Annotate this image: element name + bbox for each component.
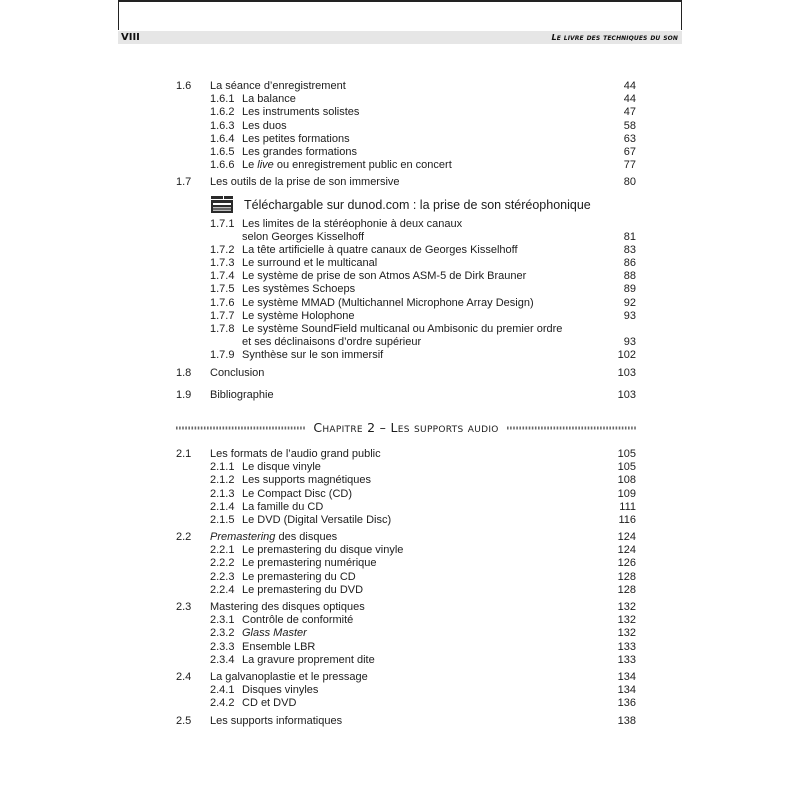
subsection-number: 1.7.9: [210, 349, 235, 362]
toc-subsection-2-2-2[interactable]: [176, 557, 636, 570]
chapter-title: Chapitre 2 – Les supports audio: [313, 420, 499, 436]
page-number: VIII: [121, 32, 140, 43]
subsection-number: 2.2.3: [210, 570, 235, 583]
section-title: La galvanoplastie et le pressage: [210, 670, 368, 683]
page-ref: 44: [623, 80, 636, 92]
toc-section-2-4[interactable]: [176, 671, 636, 684]
subsection-number: 1.7.3: [210, 257, 235, 270]
subsection-number: 1.7.5: [210, 283, 235, 296]
page-ref: 128: [617, 570, 636, 583]
page-ref: 133: [617, 640, 636, 653]
title-italic: Glass Master: [242, 627, 307, 640]
running-header: [118, 31, 682, 44]
subsection-number: 1.6.5: [210, 145, 235, 158]
subsection-title: Contrôle de conformité: [242, 614, 354, 627]
section-number: 2.4: [176, 670, 192, 683]
subsection-title: Les limites de la stéréophonie à deux canaux: [242, 217, 463, 230]
subsection-title: Le système Holophone: [242, 309, 355, 322]
section-title: Les outils de la prise de son immersive: [210, 176, 400, 189]
page-ref: 134: [617, 670, 636, 683]
page-ref: 116: [618, 513, 636, 526]
subsection-title: CD et DVD: [242, 697, 297, 710]
page-ref: 132: [617, 627, 636, 640]
subsection-title: [242, 627, 596, 640]
subsection-title: Disques vinyles: [242, 684, 319, 697]
toc-subsection-1-6-3[interactable]: [176, 120, 636, 133]
left-rule: [118, 0, 119, 30]
subsection-title: Le système SoundField multicanal ou Ambisonic du premier ordre: [242, 323, 563, 335]
section-number: 2.5: [176, 714, 192, 727]
book-page: [118, 0, 682, 800]
page-ref: 67: [623, 145, 636, 158]
subsection-number: 1.6.6: [210, 159, 235, 172]
page-ref: 93: [623, 309, 636, 322]
subsection-number: 2.4.2: [210, 697, 235, 710]
toc-subsection-2-4-2[interactable]: [176, 697, 636, 710]
subsection-title: Les instruments solistes: [242, 106, 360, 119]
section-number: 1.9: [176, 388, 192, 401]
toc-section-2-3[interactable]: [176, 601, 636, 614]
section-number: 1.6: [176, 80, 192, 92]
toc-section-2-5[interactable]: [176, 715, 636, 728]
page-ref: 47: [623, 106, 636, 119]
subsection-title: Les supports magnétiques: [242, 474, 372, 487]
page-ref: 128: [617, 583, 636, 596]
toc-section-1-8[interactable]: [176, 367, 636, 380]
subsection-number: 2.1.3: [210, 487, 235, 500]
right-rule: [681, 0, 682, 30]
subsection-number: 1.7.2: [210, 243, 235, 256]
toc-section-2-2[interactable]: [176, 531, 636, 544]
page-ref: 92: [623, 296, 636, 309]
subsection-title: Le surround et le multicanal: [242, 257, 378, 270]
page-ref: 124: [617, 531, 636, 544]
section-number: 1.7: [176, 176, 192, 189]
section-number: 2.1: [176, 447, 192, 460]
title-italic: Premastering: [210, 531, 276, 544]
page-ref: 83: [623, 243, 636, 256]
page-ref: 105: [617, 461, 636, 474]
toc-subsection-1-6-2[interactable]: [176, 106, 636, 119]
toc-subsection-1-7-3[interactable]: [176, 257, 636, 270]
title-suffix: des disques: [275, 531, 338, 544]
toc-subsection-1-7-7[interactable]: [176, 310, 636, 323]
page-ref: 109: [617, 487, 636, 500]
page-ref: 103: [617, 388, 636, 401]
toc-subsection-1-7-1[interactable]: [176, 218, 636, 231]
title-prefix: Le: [242, 159, 258, 172]
page-ref: 58: [623, 119, 636, 132]
subsection-title: Le premastering du CD: [242, 570, 356, 583]
subsection-number: 2.2.2: [210, 557, 235, 570]
subsection-title-continued: selon Georges Kisselhoff: [242, 230, 365, 243]
download-text: Téléchargable sur dunod.com : la prise de son stéréophonique: [244, 197, 591, 212]
subsection-title: Les systèmes Schoeps: [242, 283, 356, 296]
page-ref: 138: [617, 714, 636, 727]
toc-subsection-1-7-9[interactable]: [176, 349, 636, 362]
subsection-number: 1.7.7: [210, 309, 235, 322]
page-ref: 88: [623, 270, 636, 283]
subsection-title: La famille du CD: [242, 500, 324, 513]
toc-section-1-7[interactable]: [176, 176, 636, 189]
download-note[interactable]: [176, 194, 636, 216]
download-badge-icon: [210, 196, 236, 214]
section-title: Mastering des disques optiques: [210, 601, 365, 613]
page-ref: 126: [617, 557, 636, 570]
page-ref: 132: [617, 601, 636, 613]
page-ref: 102: [617, 349, 636, 362]
subsection-title: Ensemble LBR: [242, 640, 316, 653]
subsection-number: 1.6.2: [210, 106, 235, 119]
toc-subsection-2-4-1[interactable]: [176, 684, 636, 697]
toc-subsection-1-6-4[interactable]: [176, 133, 636, 146]
subsection-title: Le système de prise de son Atmos ASM-5 de Dirk Brauner: [242, 270, 527, 283]
toc-subsection-2-1-4[interactable]: [176, 501, 636, 514]
subsection-number: 1.6.4: [210, 132, 235, 145]
subsection-number: 1.6.3: [210, 119, 235, 132]
subsection-title: Le premastering du DVD: [242, 583, 364, 596]
page-ref: 80: [623, 176, 636, 189]
toc-subsection-1-7-8[interactable]: [176, 323, 636, 336]
page-ref: 133: [617, 653, 636, 666]
page-ref: 132: [617, 614, 636, 627]
running-title: Le livre des techniques du son: [551, 33, 678, 42]
subsection-number: 1.7.1: [210, 217, 235, 230]
subsection-title: La gravure proprement dite: [242, 653, 375, 666]
table-of-contents: [176, 80, 636, 728]
title-italic: live: [257, 159, 274, 172]
page-ref: 136: [617, 697, 636, 710]
page-ref: 77: [623, 159, 636, 172]
subsection-title: [242, 159, 596, 172]
toc-subsection-1-6-5[interactable]: [176, 146, 636, 159]
toc-subsection-1-7-4[interactable]: [176, 270, 636, 283]
heading-dash-left: [176, 419, 305, 437]
subsection-title: La tête artificielle à quatre canaux de Georges Kisselhoff: [242, 243, 518, 256]
toc-subsection-2-2-1[interactable]: [176, 544, 636, 557]
toc-subsection-1-7-2[interactable]: [176, 244, 636, 257]
subsection-title: Le DVD (Digital Versatile Disc): [242, 513, 392, 526]
subsection-title: Le disque vinyle: [242, 461, 321, 474]
page-ref: 93: [623, 336, 636, 349]
toc-subsection-2-3-2[interactable]: [176, 627, 636, 640]
page-ref: 103: [617, 366, 636, 379]
subsection-number: 2.2.4: [210, 583, 235, 596]
section-title: Les formats de l’audio grand public: [210, 447, 381, 460]
subsection-number: 1.6.1: [210, 93, 235, 106]
subsection-title: Le premastering numérique: [242, 557, 377, 570]
subsection-number: 2.2.1: [210, 544, 235, 557]
page-ref: 124: [617, 544, 636, 557]
page-ref: 105: [617, 447, 636, 460]
top-rule: [118, 0, 682, 2]
toc-subsection-1-7-5[interactable]: [176, 283, 636, 296]
section-number: 2.2: [176, 531, 192, 544]
toc-subsection-2-1-5[interactable]: [176, 514, 636, 527]
heading-dash-right: [507, 419, 636, 437]
subsection-title: Les duos: [242, 119, 287, 132]
page-ref: 86: [623, 257, 636, 270]
subsection-number: 1.7.6: [210, 296, 235, 309]
section-title: [210, 531, 596, 544]
page-ref: 89: [623, 283, 636, 296]
section-number: 1.8: [176, 366, 192, 379]
section-title: Bibliographie: [210, 388, 274, 401]
subsection-number: 2.1.2: [210, 474, 235, 487]
toc-subsection-1-6-1[interactable]: [176, 93, 636, 106]
subsection-number: 2.1.5: [210, 513, 235, 526]
toc-subsection-1-7-1-cont[interactable]: [176, 231, 636, 244]
toc-section-2-1[interactable]: [176, 448, 636, 461]
subsection-number: 2.1.4: [210, 500, 235, 513]
toc-subsection-1-6-6[interactable]: [176, 159, 636, 172]
toc-subsection-1-7-8-cont[interactable]: [176, 336, 636, 349]
subsection-title: Synthèse sur le son immersif: [242, 349, 384, 362]
toc-section-1-9[interactable]: [176, 389, 636, 402]
toc-subsection-2-1-1[interactable]: [176, 461, 636, 474]
subsection-number: 1.7.4: [210, 270, 235, 283]
page-ref: 44: [623, 93, 636, 106]
subsection-number: 2.1.1: [210, 461, 235, 474]
toc-subsection-2-1-3[interactable]: [176, 488, 636, 501]
page-ref: 108: [617, 474, 636, 487]
toc-section-1-6[interactable]: [176, 80, 636, 93]
subsection-title: Les petites formations: [242, 132, 350, 145]
subsection-number: 2.3.3: [210, 640, 235, 653]
subsection-title: Le système MMAD (Multichannel Microphone Array Design): [242, 296, 534, 309]
subsection-number: 2.3.4: [210, 653, 235, 666]
subsection-number: 1.7.8: [210, 323, 235, 335]
subsection-title: Les grandes formations: [242, 145, 357, 158]
toc-subsection-2-3-1[interactable]: [176, 614, 636, 627]
toc-subsection-2-3-3[interactable]: [176, 641, 636, 654]
chapter-heading[interactable]: [176, 419, 636, 437]
page-ref: 134: [617, 684, 636, 697]
title-suffix: ou enregistrement public en concert: [273, 159, 452, 172]
toc-subsection-2-2-4[interactable]: [176, 584, 636, 597]
page-ref: 111: [619, 500, 636, 513]
subsection-number: 2.4.1: [210, 684, 235, 697]
subsection-number: 2.3.2: [210, 627, 235, 640]
page-ref: 81: [623, 230, 636, 243]
subsection-title: La balance: [242, 93, 296, 106]
toc-subsection-2-2-3[interactable]: [176, 571, 636, 584]
section-title: La séance d’enregistrement: [210, 80, 346, 92]
subsection-title: Le Compact Disc (CD): [242, 487, 353, 500]
section-title: Les supports informatiques: [210, 714, 343, 727]
page-ref: 63: [623, 132, 636, 145]
toc-subsection-2-1-2[interactable]: [176, 474, 636, 487]
subsection-title-continued: et ses déclinaisons d’ordre supérieur: [242, 336, 422, 349]
subsection-number: 2.3.1: [210, 614, 235, 627]
section-title: Conclusion: [210, 366, 265, 379]
section-number: 2.3: [176, 601, 192, 613]
toc-subsection-1-7-6[interactable]: [176, 297, 636, 310]
subsection-title: Le premastering du disque vinyle: [242, 544, 404, 557]
toc-subsection-2-3-4[interactable]: [176, 654, 636, 667]
